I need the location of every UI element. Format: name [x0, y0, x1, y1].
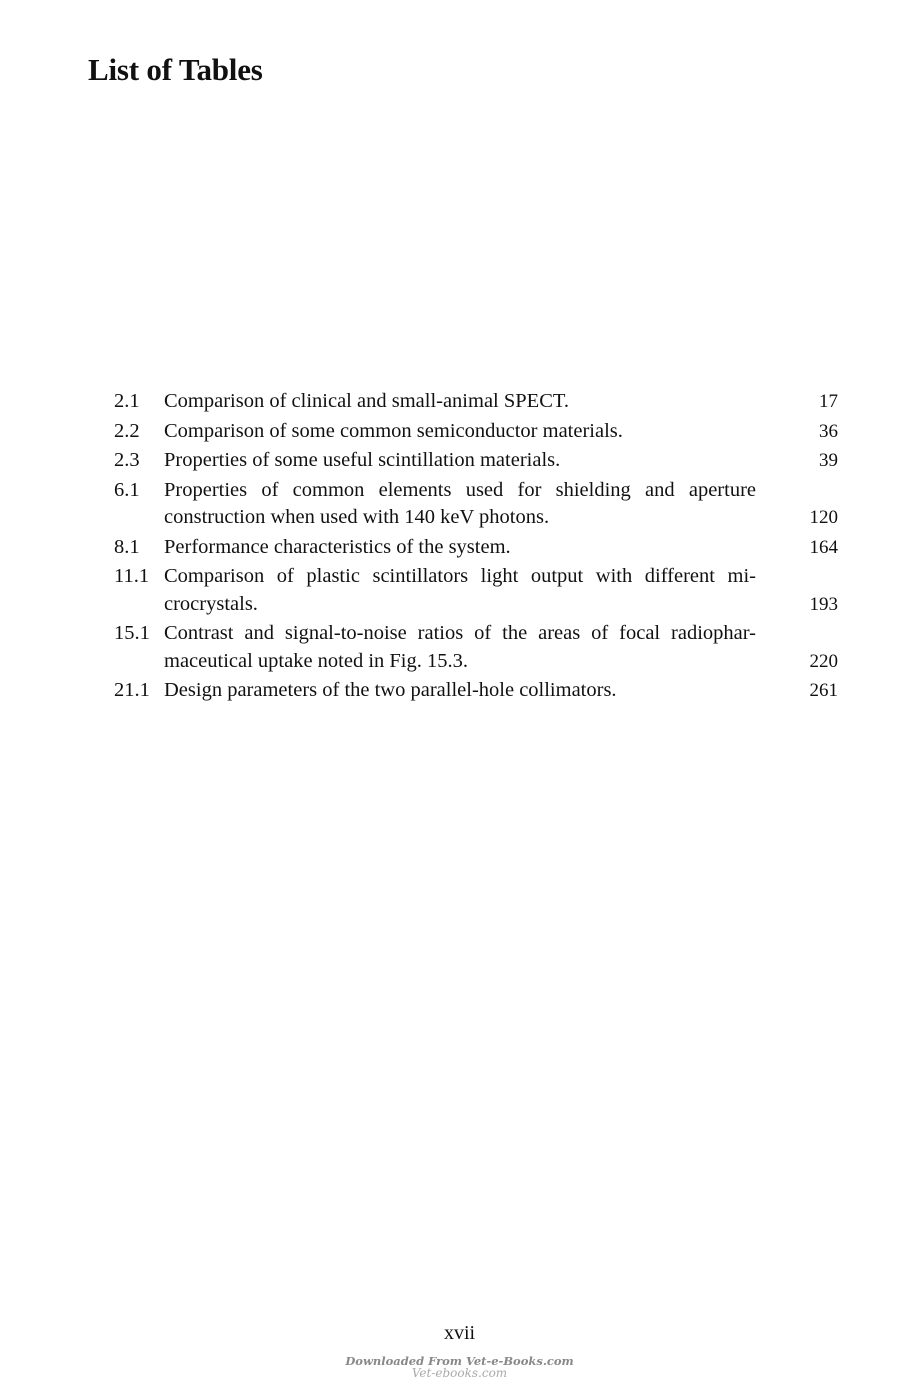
table-number: 11.1 — [114, 565, 150, 587]
watermark-line: Vet-ebooks.com — [411, 1366, 508, 1380]
page-number: 193 — [809, 593, 838, 615]
entry-title-line: Comparison of plastic scintillators light output with different mi- — [164, 565, 756, 587]
entry-title: Properties of some useful scintillation materials. — [164, 449, 561, 471]
toc-entry[interactable] — [114, 677, 838, 705]
page-number: 36 — [819, 420, 838, 442]
page-number: 164 — [809, 536, 838, 558]
table-number: 21.1 — [114, 679, 150, 701]
table-number: 2.3 — [114, 449, 140, 471]
page-number: 261 — [809, 680, 838, 701]
toc-entry[interactable] — [114, 563, 838, 618]
page-folio: xvii — [443, 1322, 476, 1344]
entry-title: Comparison of some common semiconductor materials. — [164, 419, 623, 442]
entry-title-line: Contrast and signal-to-noise ratios of the areas of focal radiophar- — [164, 622, 756, 644]
toc-entry[interactable] — [114, 534, 838, 562]
table-number: 6.1 — [114, 478, 140, 501]
list-of-tables — [114, 388, 838, 707]
page-number: 220 — [809, 650, 838, 672]
entry-title-line: Properties of common elements used for shielding and aperture — [164, 478, 756, 501]
page-number: 120 — [809, 507, 838, 528]
entry-title-line: construction when used with 140 keV photons. — [164, 506, 550, 528]
page-title: List of Tables — [88, 52, 263, 87]
table-number: 2.2 — [114, 419, 140, 442]
table-number: 8.1 — [114, 535, 140, 558]
toc-entry[interactable] — [114, 418, 838, 446]
toc-entry[interactable] — [114, 477, 838, 532]
page-number: 39 — [819, 450, 838, 471]
entry-title-line: crocrystals. — [164, 592, 258, 615]
entry-title: Design parameters of the two parallel-hole collimators. — [164, 679, 617, 701]
toc-entry[interactable] — [114, 620, 838, 675]
table-number: 15.1 — [114, 622, 150, 644]
entry-title: Comparison of clinical and small-animal SPECT. — [164, 390, 569, 412]
table-number: 2.1 — [114, 390, 140, 412]
watermark — [0, 1355, 919, 1379]
entry-title: Performance characteristics of the system. — [164, 535, 511, 558]
page-number: 17 — [819, 391, 838, 412]
toc-entry[interactable] — [114, 388, 838, 416]
entry-title-line: maceutical uptake noted in Fig. 15.3. — [164, 649, 469, 672]
toc-entry[interactable] — [114, 447, 838, 475]
watermark-line: Downloaded From Vet-e-Books.com — [345, 1354, 574, 1368]
